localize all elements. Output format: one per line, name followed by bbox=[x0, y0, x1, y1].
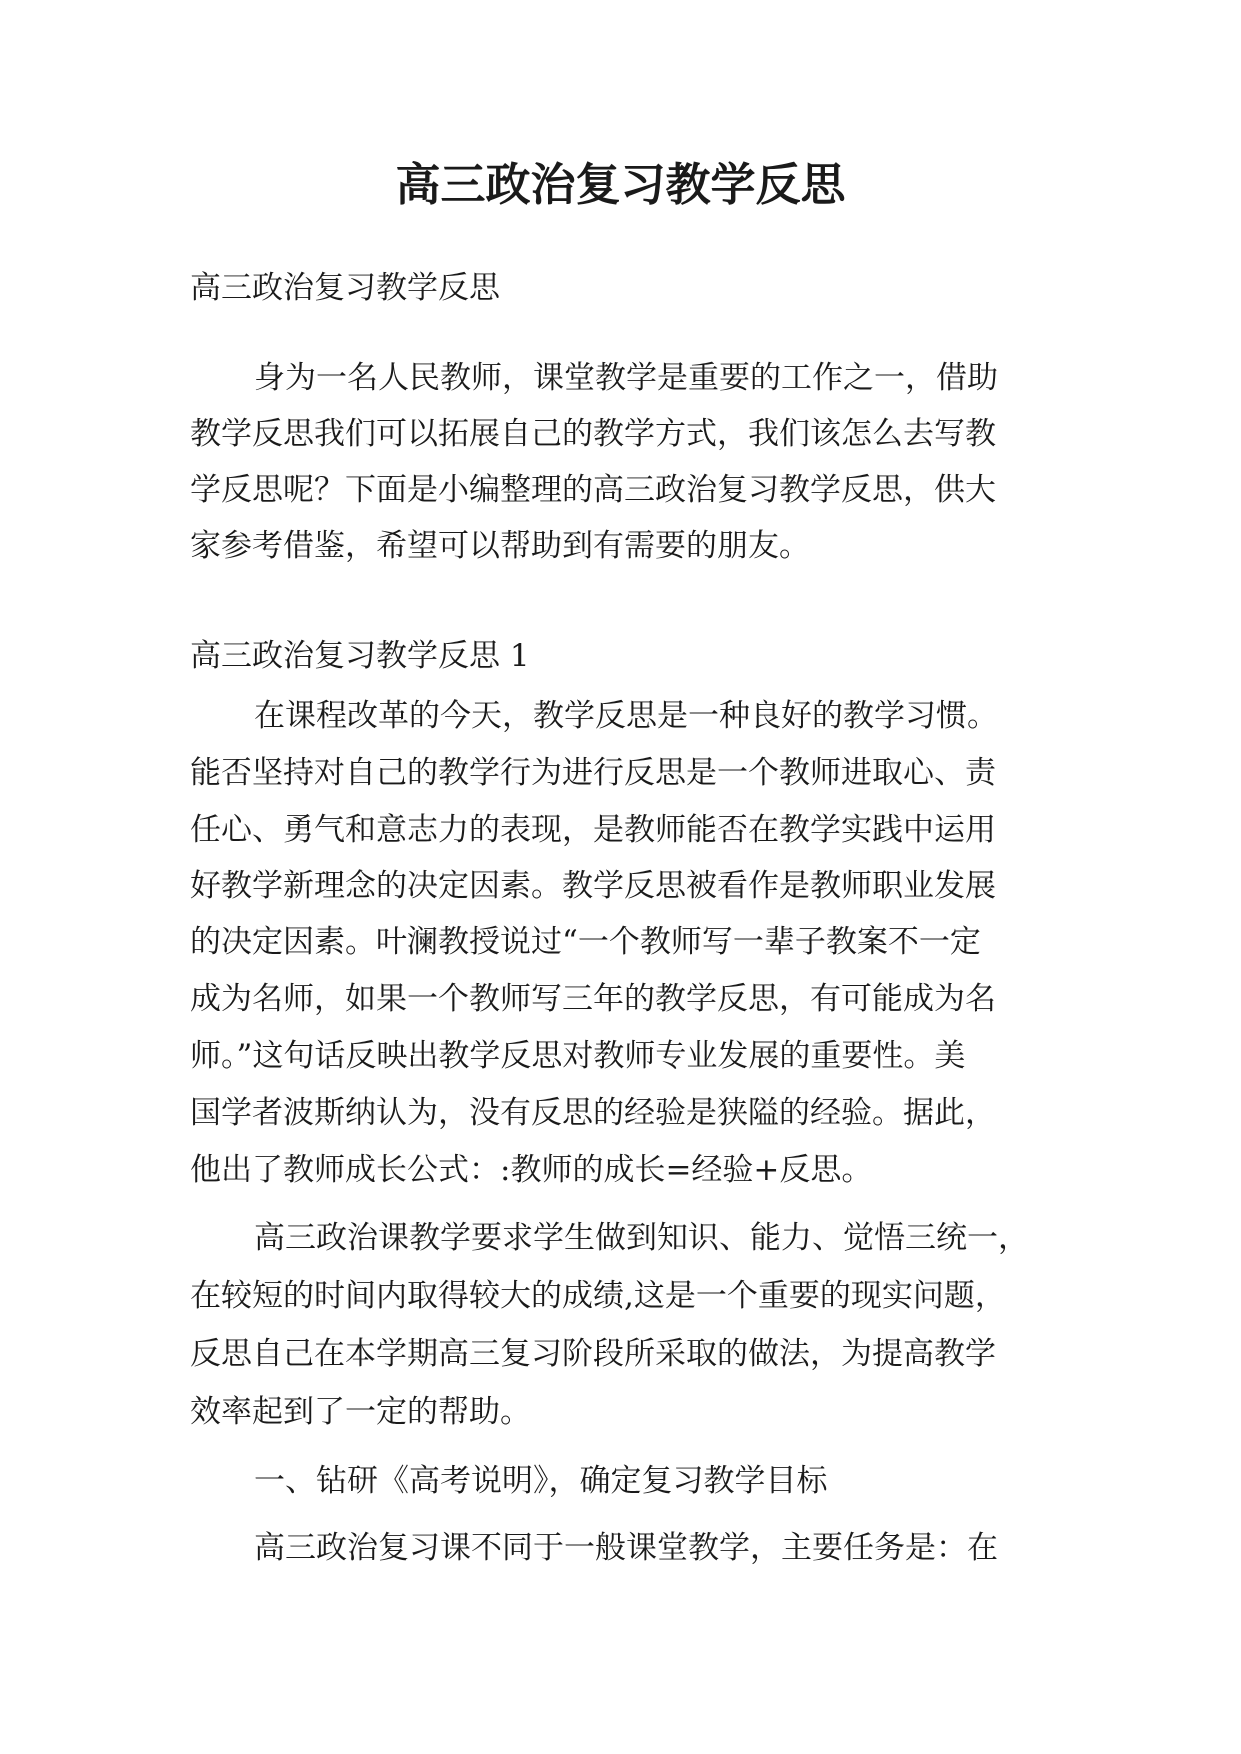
subheading: 一、钻研《高考说明》，确定复习教学目标 bbox=[254, 1463, 828, 1499]
body-line: 效率起到了一定的帮助。 bbox=[190, 1394, 531, 1430]
body-line: 好教学新理念的决定因素。教学反思被看作是教师职业发展 bbox=[190, 868, 996, 904]
intro-line: 家参考借鉴，希望可以帮助到有需要的朋友。 bbox=[190, 528, 810, 564]
body-line: 能否坚持对自己的教学行为进行反思是一个教师进取心、责 bbox=[190, 755, 996, 791]
page-title: 高三政治复习教学反思 bbox=[395, 158, 846, 211]
body-line: 反思自己在本学期高三复习阶段所采取的做法，为提高教学 bbox=[190, 1336, 996, 1372]
section-heading: 高三政治复习教学反思 1 bbox=[190, 638, 530, 674]
body-line: 高三政治课教学要求学生做到知识、能力、觉悟三统一， bbox=[254, 1220, 1029, 1256]
intro-line: 教学反思我们可以拓展自己的教学方式，我们该怎么去写教 bbox=[190, 416, 996, 452]
intro-line: 学反思呢？下面是小编整理的高三政治复习教学反思，供大 bbox=[190, 472, 996, 508]
body-line: 的决定因素。叶澜教授说过“一个教师写一辈子教案不一定 bbox=[190, 924, 981, 960]
body-line: 高三政治复习课不同于一般课堂教学，主要任务是：在 bbox=[254, 1530, 998, 1566]
body-line: 任心、勇气和意志力的表现，是教师能否在教学实践中运用 bbox=[190, 812, 996, 848]
body-line: 国学者波斯纳认为，没有反思的经验是狭隘的经验。据此， bbox=[190, 1095, 996, 1131]
body-line: 在较短的时间内取得较大的成绩,这是一个重要的现实问题， bbox=[190, 1278, 1006, 1314]
intro-heading: 高三政治复习教学反思 bbox=[190, 270, 500, 306]
intro-line: 身为一名人民教师，课堂教学是重要的工作之一，借助 bbox=[254, 360, 998, 396]
body-line: 师。”这句话反映出教学反思对教师专业发展的重要性。美 bbox=[190, 1038, 966, 1074]
body-line: 他出了教师成长公式：:教师的成长=经验+反思。 bbox=[190, 1152, 873, 1188]
body-line: 成为名师，如果一个教师写三年的教学反思，有可能成为名 bbox=[190, 981, 996, 1017]
body-line: 在课程改革的今天，教学反思是一种良好的教学习惯。 bbox=[254, 698, 998, 734]
